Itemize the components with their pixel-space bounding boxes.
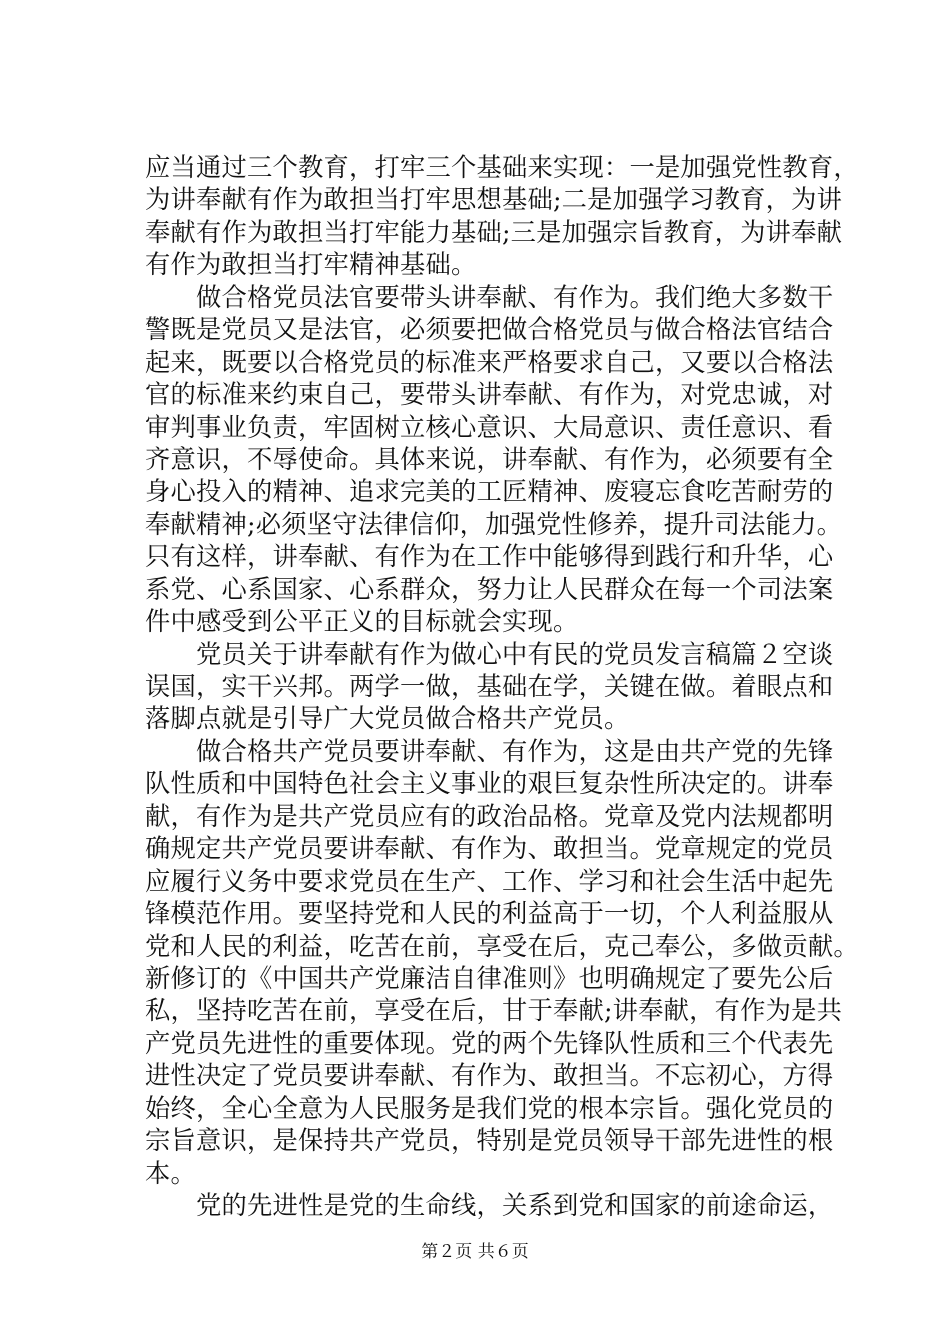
text-line: 只有这样，讲奉献、有作为在工作中能够得到践行和升华，心	[145, 542, 834, 572]
text-line: 有作为敢担当打牢精神基础。	[145, 250, 477, 280]
text-line: 件中感受到公平正义的目标就会实现。	[145, 607, 579, 637]
text-line: 确规定共产党员要讲奉献、有作为、敢担当。党章规定的党员	[145, 834, 834, 864]
text-line: 做合格党员法官要带头讲奉献、有作为。我们绝大多数干	[145, 282, 834, 312]
text-line: 官的标准来约束自己，要带头讲奉献、有作为，对党忠诚，对	[145, 380, 834, 410]
body-text	[145, 152, 859, 1222]
page-footer: 第２页 共６页	[421, 1242, 529, 1262]
text-line: 党员关于讲奉献有作为做心中有民的党员发言稿篇２空谈	[145, 639, 834, 669]
text-line: 应当通过三个教育，打牢三个基础来实现：一是加强党性教育，	[145, 153, 859, 182]
text-line: 产党员先进性的重要体现。党的两个先锋队性质和三个代表先	[145, 1028, 834, 1058]
text-line: 警既是党员又是法官，必须要把做合格党员与做合格法官结合	[145, 315, 834, 345]
text-line: 始终，全心全意为人民服务是我们党的根本宗旨。强化党员的	[145, 1093, 834, 1123]
text-line: 误国，实干兴邦。两学一做，基础在学，关键在做。着眼点和	[145, 672, 834, 701]
text-line: 新修订的《中国共产党廉洁自律准则》也明确规定了要先公后	[145, 963, 834, 993]
text-line: 党和人民的利益，吃苦在前，享受在后，克己奉公，多做贡献。	[145, 931, 859, 961]
text-line: 为讲奉献有作为敢担当打牢思想基础;二是加强学习教育，为讲	[145, 185, 843, 215]
text-line: 奉献精神;必须坚守法律信仰，加强党性修养，提升司法能力。	[145, 509, 843, 539]
text-line: 应履行义务中要求党员在生产、工作、学习和社会生活中起先	[145, 866, 834, 896]
text-line: 献，有作为是共产党员应有的政治品格。党章及党内法规都明	[145, 801, 834, 831]
text-line: 落脚点就是引导广大党员做合格共产党员。	[145, 704, 630, 734]
text-line: 奉献有作为敢担当打牢能力基础;三是加强宗旨教育，为讲奉献	[145, 217, 843, 247]
text-line: 党的先进性是党的生命线，关系到党和国家的前途命运，	[145, 1191, 834, 1220]
text-line: 起来，既要以合格党员的标准来严格要求自己，又要以合格法	[145, 347, 834, 377]
text-line: 队性质和中国特色社会主义事业的艰巨复杂性所决定的。讲奉	[145, 769, 834, 799]
text-line: 本。	[145, 1158, 196, 1188]
text-line: 身心投入的精神、追求完美的工匠精神、废寝忘食吃苦耐劳的	[145, 477, 834, 507]
text-line: 私，坚持吃苦在前，享受在后，甘于奉献;讲奉献，有作为是共	[145, 996, 843, 1026]
text-line: 进性决定了党员要讲奉献、有作为、敢担当。不忘初心，方得	[145, 1061, 834, 1091]
text-line: 宗旨意识，是保持共产党员，特别是党员领导干部先进性的根	[145, 1126, 834, 1156]
text-line: 做合格共产党员要讲奉献、有作为，这是由共产党的先锋	[145, 736, 834, 766]
text-line: 审判事业负责，牢固树立核心意识、大局意识、责任意识、看	[145, 412, 834, 442]
text-line: 系党、心系国家、心系群众，努力让人民群众在每一个司法案	[145, 574, 834, 604]
text-line: 齐意识，不辱使命。具体来说，讲奉献、有作为，必须要有全	[145, 444, 834, 474]
text-line: 锋模范作用。要坚持党和人民的利益高于一切，个人利益服从	[145, 899, 834, 929]
